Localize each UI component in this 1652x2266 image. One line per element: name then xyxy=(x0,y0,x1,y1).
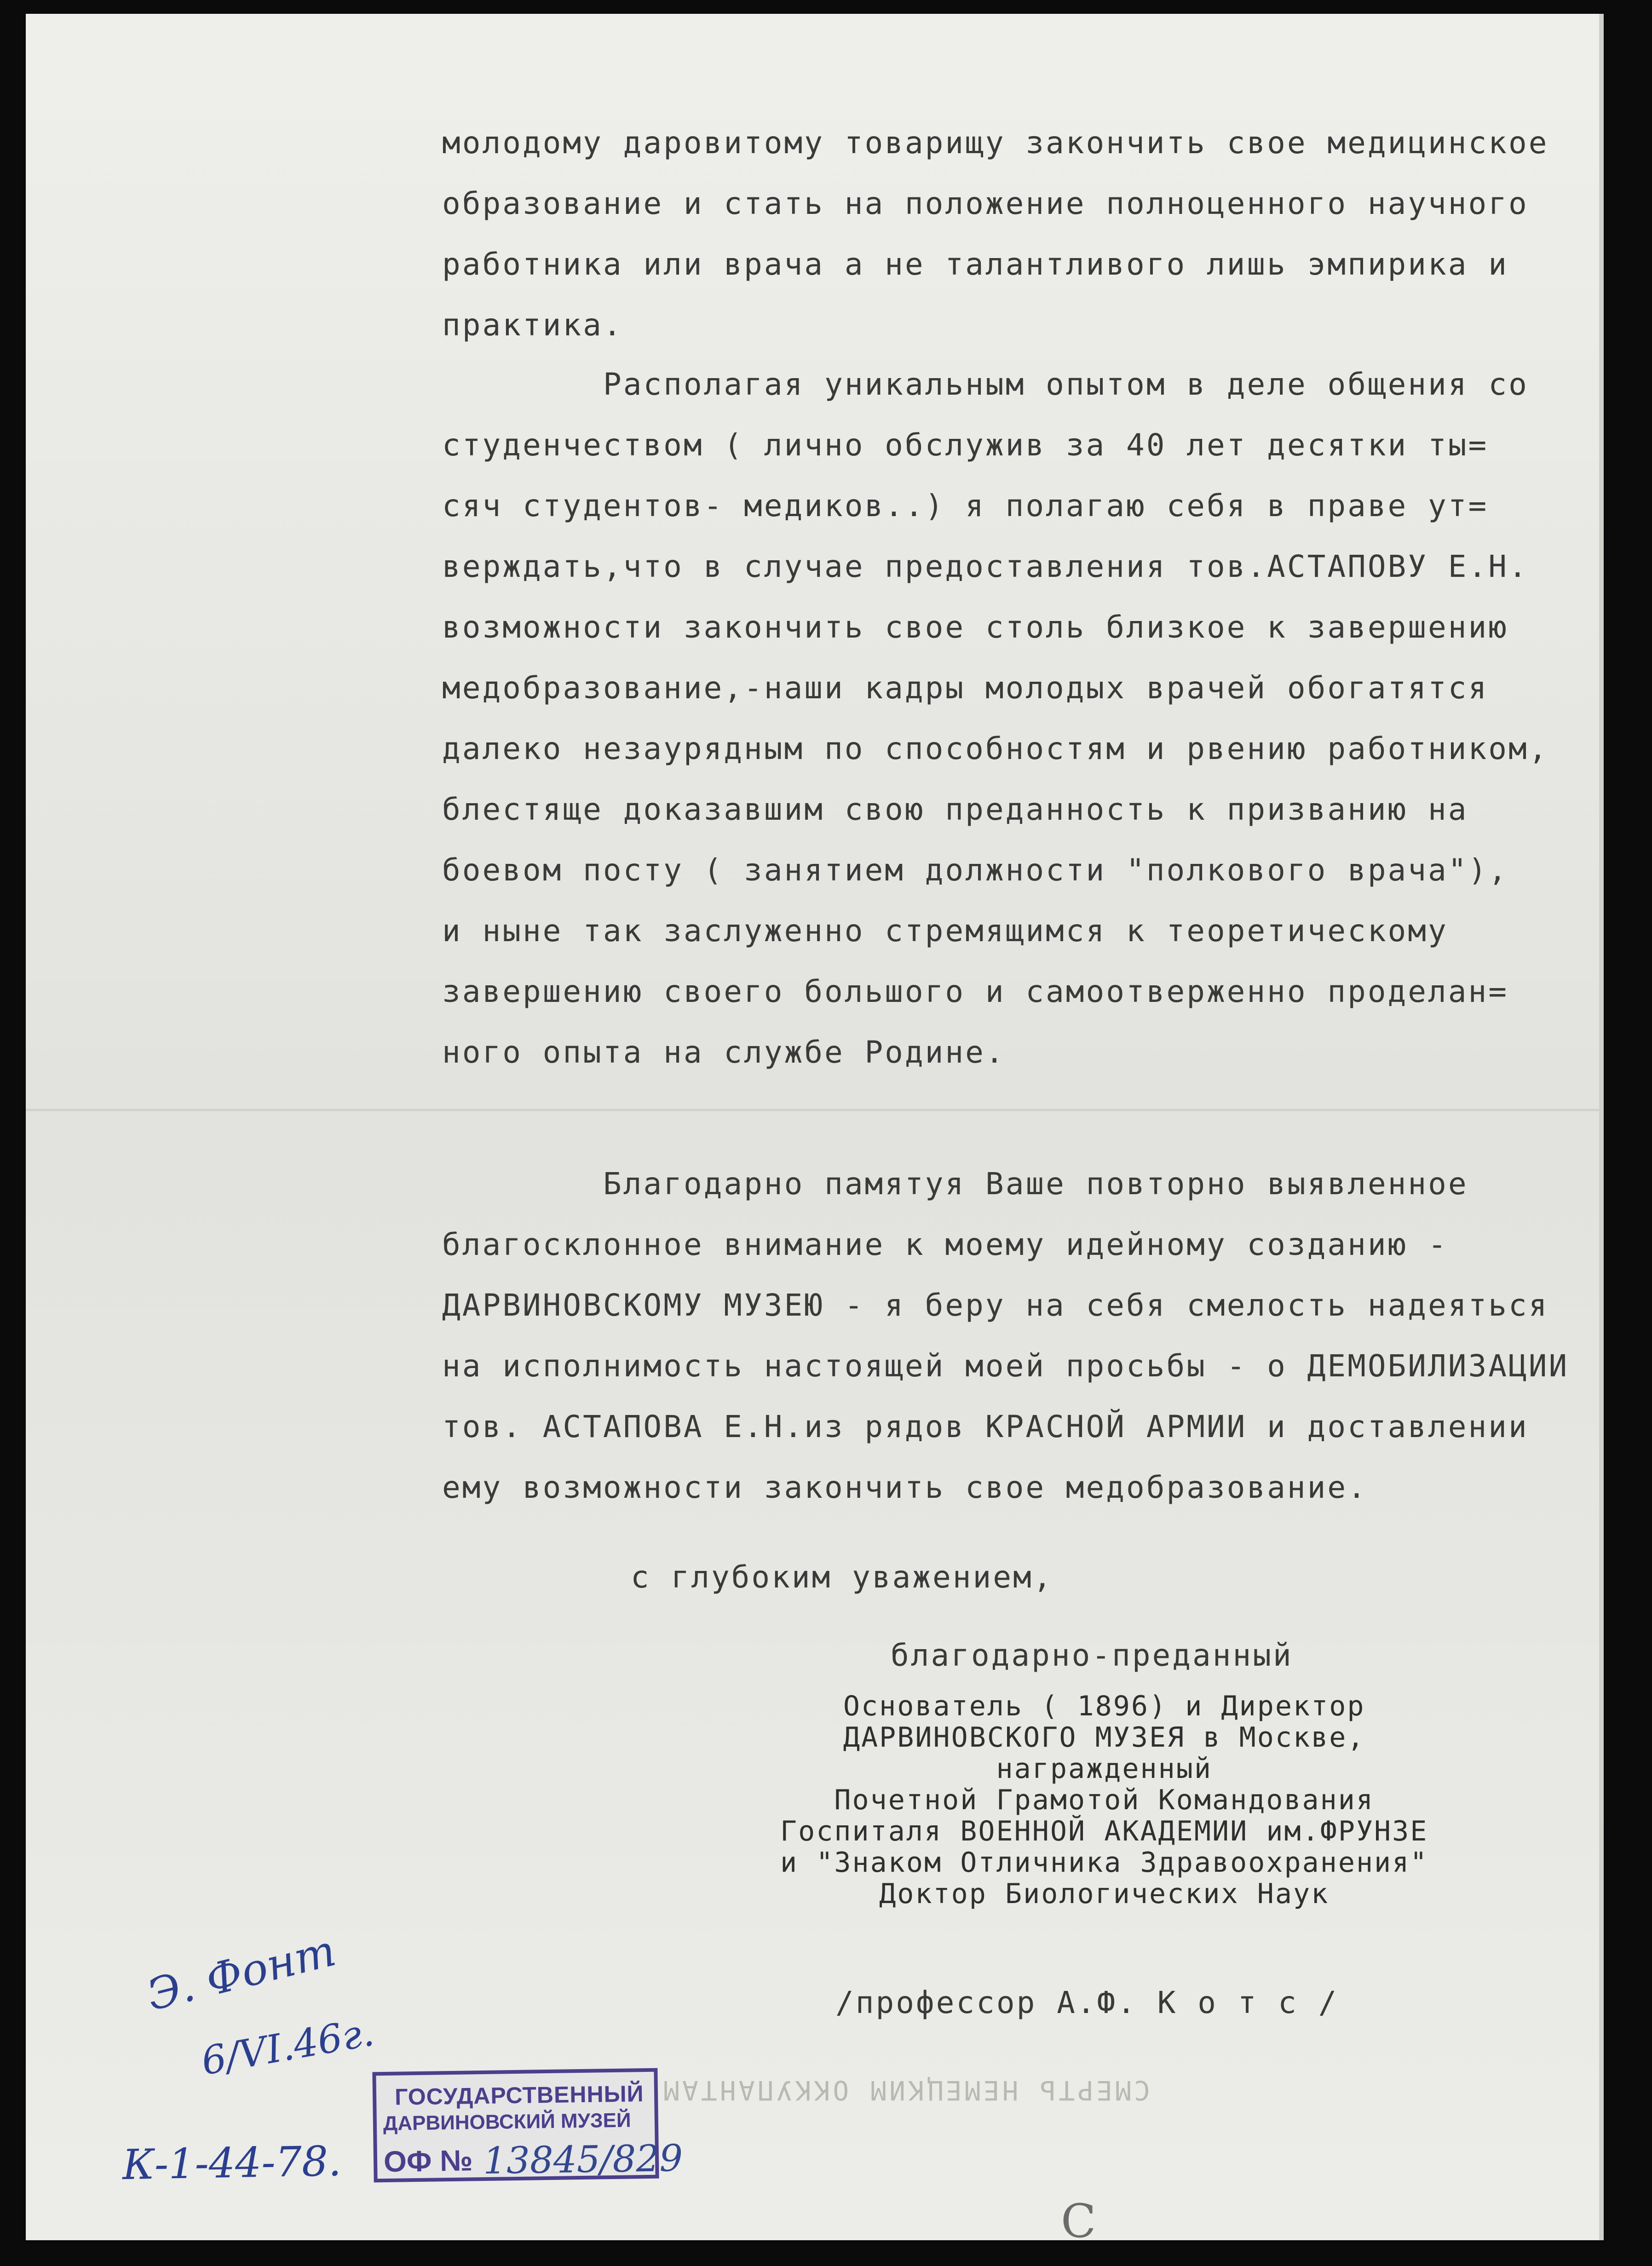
closing: благодарно-преданный xyxy=(891,1638,1293,1673)
stamp-line-2: ДАРВИНОВСКИЙ МУЗЕЙ xyxy=(383,2109,631,2135)
credential-line: Основатель ( 1896) и Директор xyxy=(843,1690,1365,1722)
paragraph-1 xyxy=(442,113,1548,356)
author-credentials xyxy=(780,1691,1428,1909)
text-line: далеко незаурядным по способностям и рвению работником, xyxy=(442,731,1549,766)
text-line: и ныне так заслуженно стремящимся к теоретическому xyxy=(442,913,1448,949)
text-line: тов. АСТАПОВА Е.Н.из рядов КРАСНОЙ АРМИИ и доставлении xyxy=(442,1409,1529,1444)
text-line: практика. xyxy=(442,307,623,343)
text-line: медобразование,-наши кадры молодых врачей обогатятся xyxy=(442,670,1489,706)
text-line: завершению своего большого и самоотверженно проделан= xyxy=(442,974,1508,1009)
stamp-of-number: 13845/829 xyxy=(483,2136,683,2182)
text-line: Благодарно памятуя Ваше повторно выявленное xyxy=(603,1166,1468,1202)
paragraph-3 xyxy=(442,1154,1569,1518)
text-line: образование и стать на положение полноценного научного xyxy=(442,186,1529,221)
text-line: боевом посту ( занятием должности "полкового врача"), xyxy=(442,852,1508,888)
credential-line: Доктор Биологических Наук xyxy=(879,1878,1330,1910)
salutation: с глубоким уважением, xyxy=(631,1559,1053,1595)
text-line: студенчеством ( лично обслужив за 40 лет десятки ты= xyxy=(442,427,1489,463)
document-page xyxy=(26,14,1604,2248)
paper-edge xyxy=(1599,14,1604,2240)
handwritten-signature: Э. Фонт xyxy=(142,1926,341,2021)
text-line: работника или врача а не талантливого лишь эмпирика и xyxy=(442,247,1508,282)
text-line: блестяще доказавшим свою преданность к призванию на xyxy=(442,792,1468,827)
paper-fold-line xyxy=(26,1109,1604,1111)
pencil-mark: С xyxy=(1061,2194,1096,2248)
museum-stamp xyxy=(372,2068,683,2183)
text-line: сяч студентов- медиков..) я полагаю себя в праве ут= xyxy=(442,488,1489,523)
text-line: молодому даровитому товарищу закончить свое медицинское xyxy=(442,125,1549,161)
stamp-line-1: ГОСУДАРСТВЕННЫЙ xyxy=(394,2081,644,2110)
text-line: возможности закончить свое столь близкое к завершению xyxy=(442,610,1508,645)
credential-line: награжденный xyxy=(996,1753,1212,1785)
credential-line: Почетной Грамотой Командования xyxy=(834,1784,1375,1816)
text-line: благосклонное внимание к моему идейному созданию - xyxy=(442,1227,1448,1262)
text-line: ДАРВИНОВСКОМУ МУЗЕЮ - я беру на себя смелость надеяться xyxy=(442,1288,1549,1323)
typed-signature: /профессор А.Ф. К о т с / xyxy=(835,1985,1339,2020)
stamp-of-label: ОФ № xyxy=(383,2144,473,2179)
text-line: ему возможности закончить свое медобразование. xyxy=(442,1470,1368,1505)
handwritten-catalog-number: К-1-44-78. xyxy=(122,2137,342,2190)
handwritten-date: 6/VI.46г. xyxy=(198,2009,377,2084)
text-line: ного опыта на службе Родине. xyxy=(442,1035,1006,1070)
credential-line: Госпиталя ВОЕННОЙ АКАДЕМИИ им.ФРУНЗЕ xyxy=(780,1815,1428,1847)
credential-line: и "Знаком Отличника Здравоохранения" xyxy=(780,1846,1428,1879)
text-line: верждать,что в случае предоставления тов.АСТАПОВУ Е.Н. xyxy=(442,549,1529,584)
credential-line: ДАРВИНОВСКОГО МУЗЕЯ в Москве, xyxy=(843,1721,1365,1754)
text-line: на исполнимость настоящей моей просьбы - о ДЕМОБИЛИЗАЦИИ xyxy=(442,1348,1569,1384)
text-line: Располагая уникальным опытом в деле общения со xyxy=(603,367,1529,402)
paragraph-2 xyxy=(442,354,1548,1083)
bleed-through-text: СМЕРТЬ НЕМЕЦКИМ ОККУПАНТАМ xyxy=(661,2075,1150,2106)
